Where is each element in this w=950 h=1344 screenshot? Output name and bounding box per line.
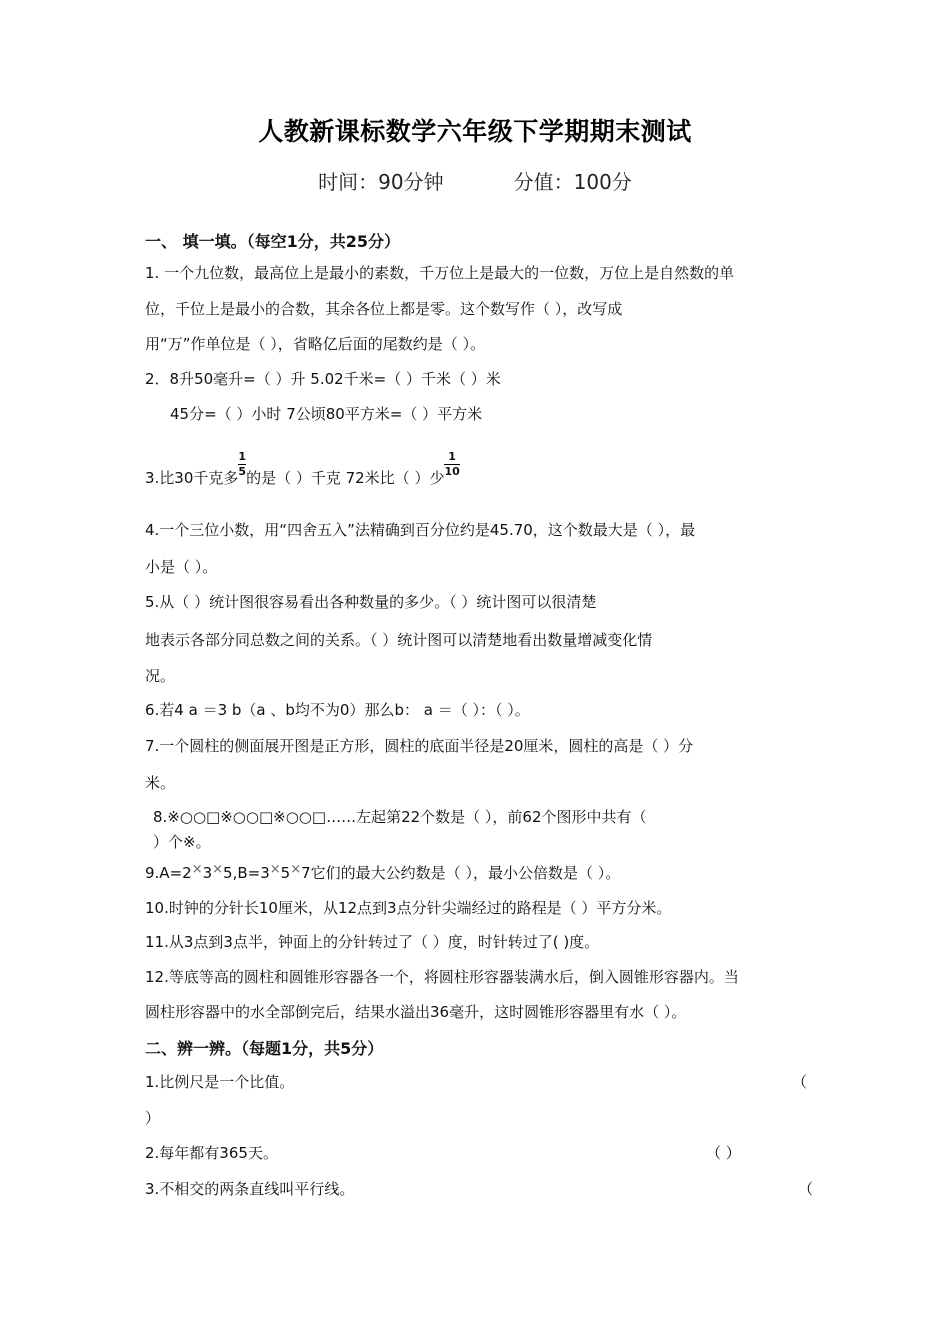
q10-line: 10.时钟的分针长10厘米，从12点到3点分针尖端经过的路程是（ ）平方分米。 <box>145 899 672 917</box>
exam-time: 时间：90分钟 <box>318 170 444 194</box>
q4-line2: 小是（ ）。 <box>145 558 218 576</box>
exam-title: 人教新课标数学六年级下学期期末测试 <box>258 117 692 146</box>
section1-heading: 一、 填一填。（每空1分，共25分） <box>145 232 400 251</box>
q4-line1: 4.一个三位小数，用“四舍五入”法精确到百分位约是45.70，这个数最大是（ ），最 <box>145 521 696 539</box>
q5-line3: 况。 <box>145 667 176 685</box>
times-icon: × <box>212 862 224 877</box>
judge-q3: 3.不相交的两条直线叫平行线。 <box>145 1180 355 1198</box>
q1-line3: 用“万”作单位是（ ），省略亿后面的尾数约是（ ）。 <box>145 335 486 353</box>
times-icon: × <box>191 862 203 877</box>
q3-frac2-den: 10 <box>444 465 460 478</box>
judge-q1-close-paren: ） <box>145 1109 161 1127</box>
times-icon: × <box>269 862 281 877</box>
q12-line1: 12.等底等高的圆柱和圆锥形容器各一个，将圆柱形容器装满水后，倒入圆锥形容器内。当 <box>145 968 739 986</box>
q3-fraction-one-tenth <box>444 451 459 478</box>
judge-q2: 2.每年都有365天。 <box>145 1144 278 1162</box>
judge-q1-open-paren: （ <box>792 1073 808 1091</box>
q3-frac1-den: 5 <box>238 465 247 478</box>
judge-q1: 1.比例尺是一个比值。 <box>145 1073 295 1091</box>
q11-line: 11.从3点到3点半，钟面上的分针转过了（ ）度，时针转过了( )度。 <box>145 933 600 951</box>
judge-q2-paren: （ ） <box>706 1144 741 1162</box>
q5-line2: 地表示各部分同总数之间的关系。（ ）统计图可以清楚地看出数量增减变化情 <box>145 631 653 649</box>
q8-line2: ）个※。 <box>153 833 211 851</box>
q8-line1: 8.※○○□※○○□※○○□……左起第22个数是（ ），前62个图形中共有（ <box>153 808 647 826</box>
q3-line <box>145 450 460 492</box>
q2-line1: 2．8升50毫升=（ ）升 5.02千米=（ ）千米（ ）米 <box>145 370 501 388</box>
q5-line1: 5.从（ ）统计图很容易看出各种数量的多少。（ ）统计图可以很清楚 <box>145 593 597 611</box>
q3-part2: 的是（ ）千克 72米比（ ）少 <box>246 469 445 487</box>
q3-frac1-num: 1 <box>238 450 247 463</box>
q12-line2: 圆柱形容器中的水全部倒完后，结果水溢出36毫升，这时圆锥形容器里有水（ ）。 <box>145 1003 687 1021</box>
q9-part-b: 3 <box>202 864 213 882</box>
q1-line2: 位，千位上是最小的合数，其余各位上都是零。这个数写作（ ），改写成 <box>145 300 623 318</box>
q9-part-a: 9.A=2 <box>145 864 192 882</box>
q3-frac2-num: 1 <box>448 450 456 463</box>
q2-line2: 45分=（ ）小时 7公顷80平方米=（ ）平方米 <box>170 405 483 423</box>
q6-line: 6.若4 a ＝3 b（a 、b均不为0）那么b： a ＝（ ）：（ ）。 <box>145 701 530 719</box>
exam-subtitle <box>0 166 950 195</box>
times-icon: × <box>290 862 302 877</box>
section2-heading: 二、辨一辨。（每题1分，共5分） <box>145 1039 384 1058</box>
judge-q3-open-paren: （ <box>798 1180 814 1198</box>
q9-line <box>145 862 620 883</box>
q7-line2: 米。 <box>145 774 176 792</box>
q9-part-c: 5,B=3 <box>223 864 270 882</box>
q9-part-d: 5 <box>280 864 291 882</box>
q1-line1: 1. 一个九位数，最高位上是最小的素数，千万位上是最大的一位数，万位上是自然数的单 <box>145 264 735 282</box>
q9-part-e: 7它们的最大公约数是（ ），最小公倍数是（ ）。 <box>301 864 621 882</box>
q3-fraction-one-fifth <box>238 451 246 478</box>
q3-part1: 3.比30千克多 <box>145 469 239 487</box>
exam-score: 分值：100分 <box>513 170 632 194</box>
q7-line1: 7.一个圆柱的侧面展开图是正方形，圆柱的底面半径是20厘米，圆柱的高是（ ）分 <box>145 737 694 755</box>
